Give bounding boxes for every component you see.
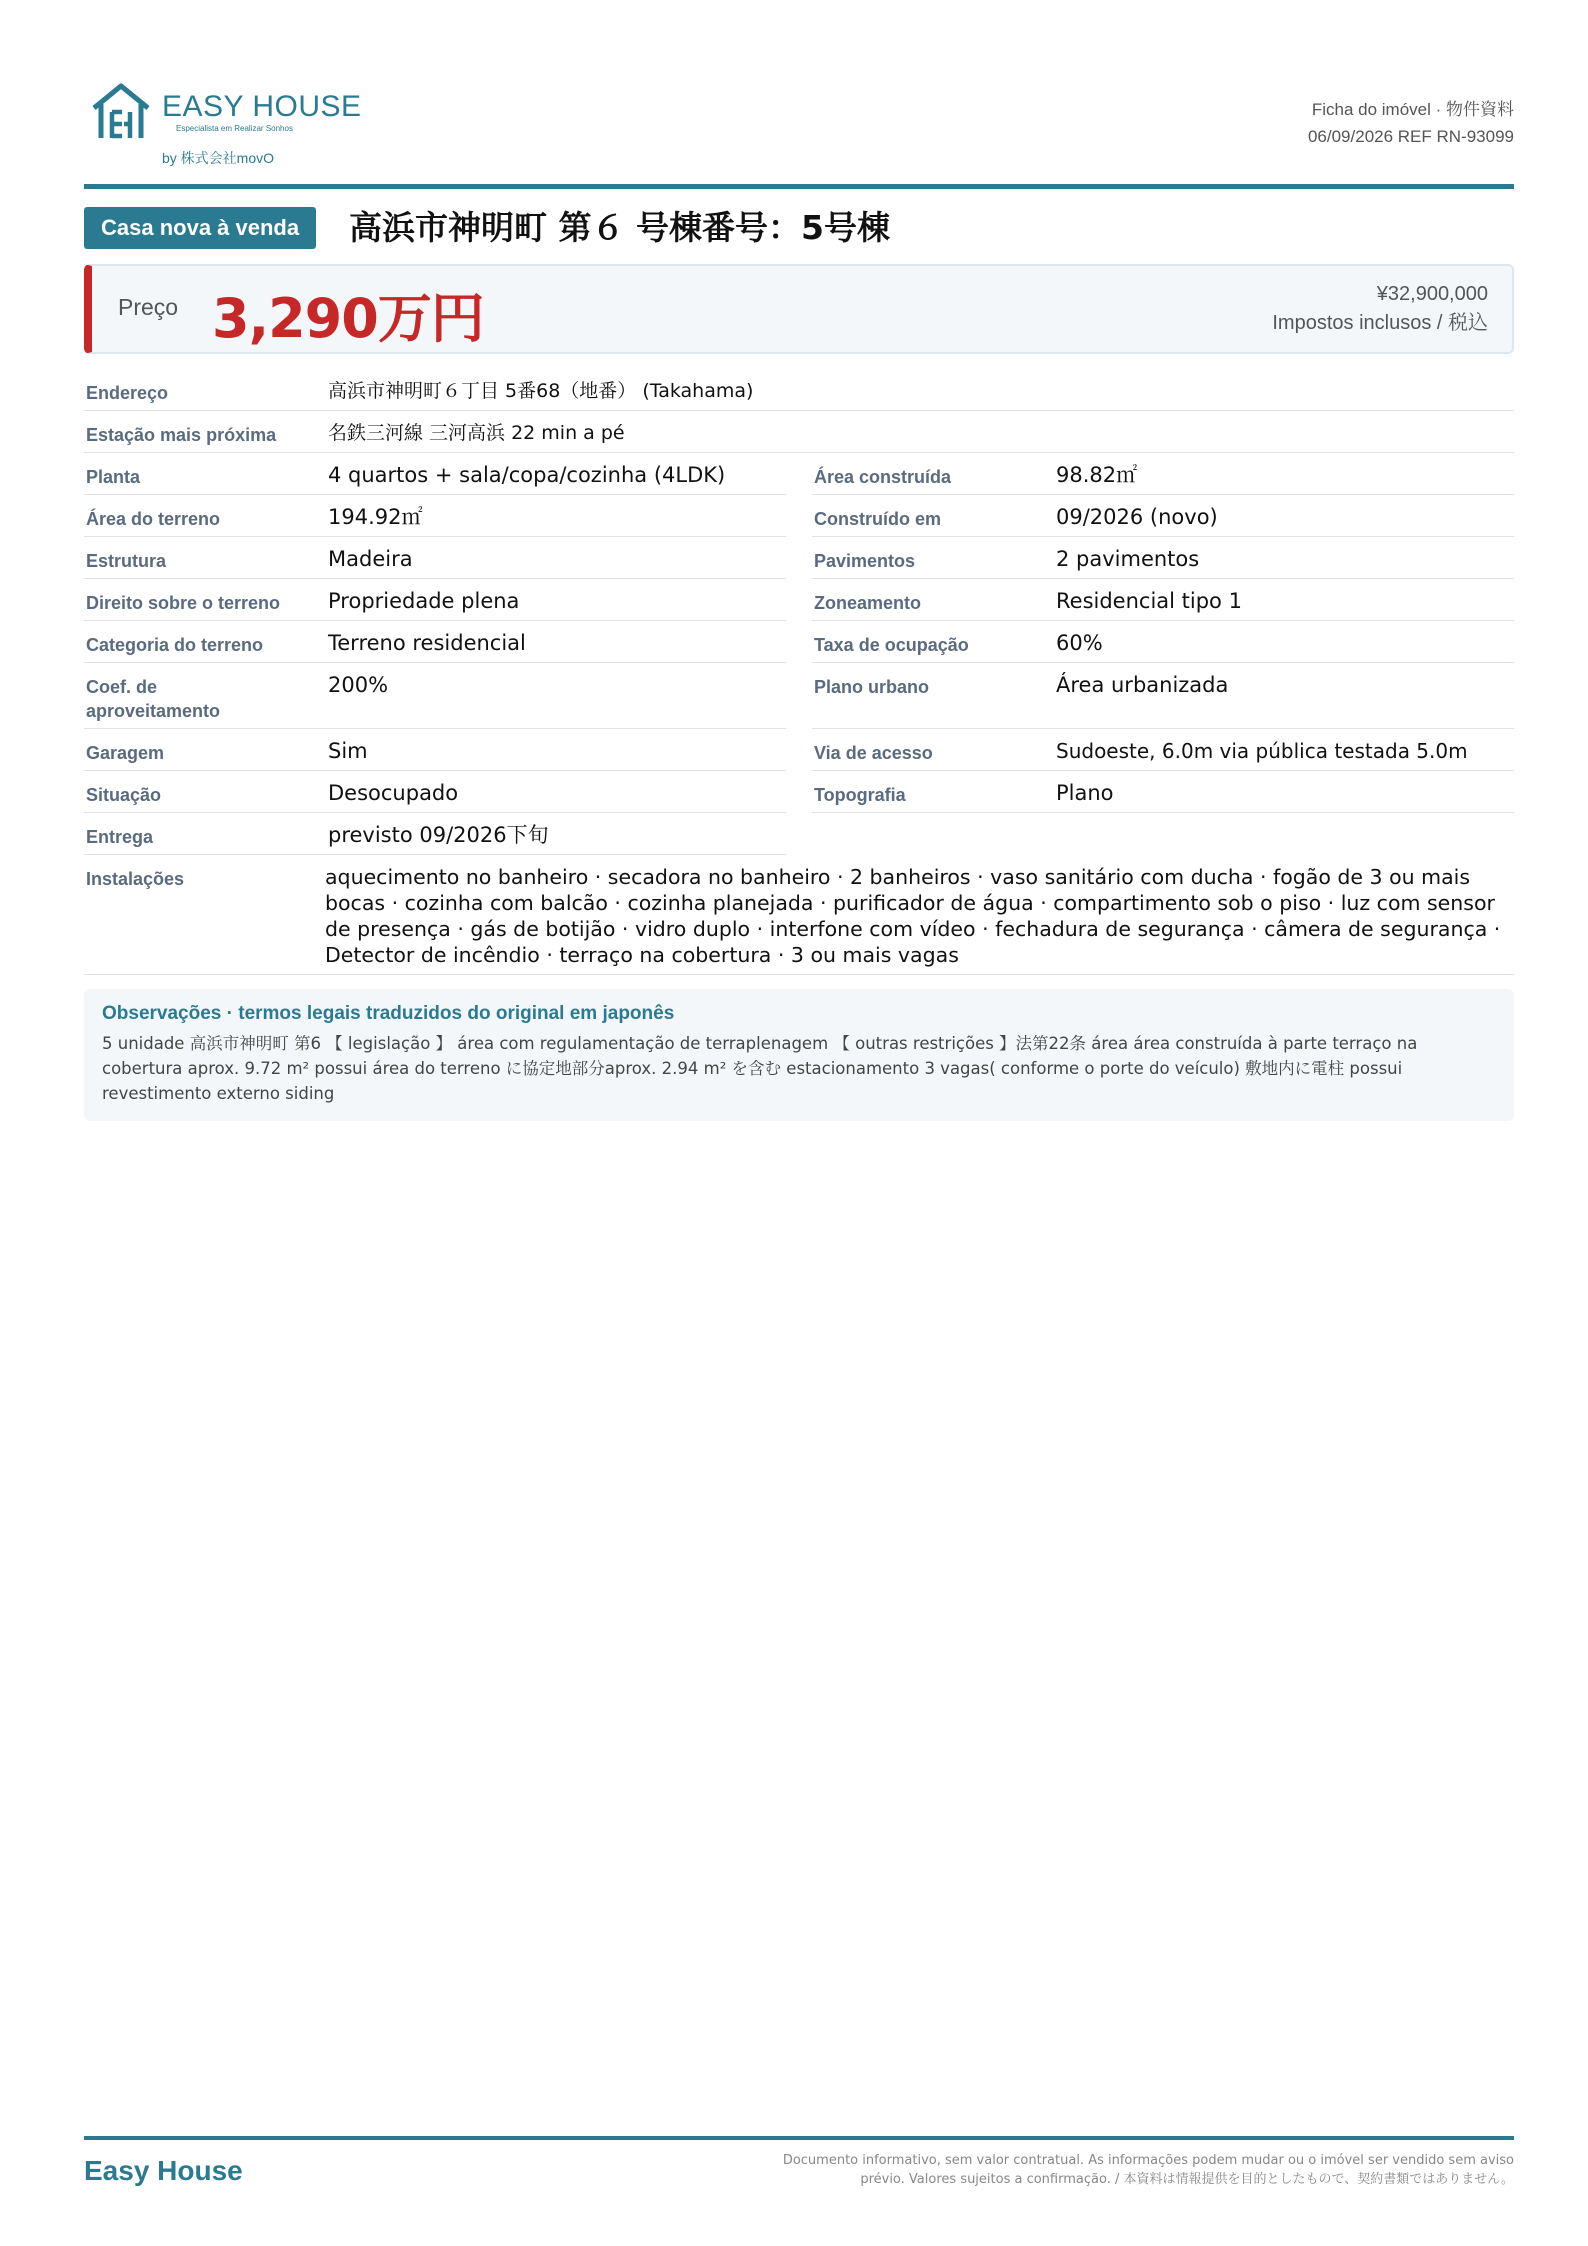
spec-coverage: [812, 621, 1514, 663]
price-yen: ¥32,900,000: [1376, 283, 1488, 305]
spec-built-in: [812, 495, 1514, 537]
spec-value: Sim: [328, 739, 368, 763]
spec-floors: [812, 537, 1514, 579]
spec-table: [84, 369, 1514, 975]
footer-disclaimer: [783, 2151, 1514, 2189]
spec-layout: [84, 453, 786, 495]
spec-label: Instalações: [86, 869, 185, 889]
spec-label: Topografia: [814, 785, 906, 805]
spec-row: [84, 537, 1514, 579]
spec-row-address: [84, 369, 1514, 411]
spec-label: Taxa de ocupação: [814, 635, 969, 655]
brand-name: EASY HOUSE: [162, 90, 362, 123]
spec-value: 2 pavimentos: [1056, 547, 1200, 571]
footer-disclaimer-line: prévio. Valores sujeitos a confirmação. / 本資料は情報提供を目的としたもので、契約書類ではありません。: [860, 2172, 1514, 2187]
spec-label: Situação: [86, 785, 162, 805]
spec-label: Plano urbano: [814, 677, 930, 697]
listing-title: 高浜市神明町 第６ 号棟番号：5号棟: [349, 208, 890, 247]
spec-structure: [84, 537, 786, 579]
spec-label-line: aproveitamento: [86, 701, 221, 721]
spec-label: Entrega: [86, 827, 154, 847]
spec-value: Residencial tipo 1: [1056, 589, 1242, 613]
spec-value: Terreno residencial: [328, 631, 526, 655]
footer-disclaimer-line: Documento informativo, sem valor contratual. As informações podem mudar ou o imóvel ser vendido sem aviso: [782, 2153, 1514, 2168]
spec-land-category: [84, 621, 786, 663]
spec-value: 4 quartos + sala/copa/cozinha (4LDK): [328, 463, 726, 487]
spec-status: [84, 771, 786, 813]
notes-box: [84, 989, 1514, 1121]
spec-label: Direito sobre o terreno: [86, 593, 281, 613]
spec-row: [84, 813, 1514, 855]
document-type: Ficha do imóvel · 物件資料: [1311, 100, 1514, 119]
spec-label: Estrutura: [86, 551, 167, 571]
document-meta: [1308, 96, 1514, 150]
brand-company: by 株式会社movO: [162, 150, 275, 166]
spec-urban-plan: [812, 663, 1514, 729]
spec-value: Sudoeste, 6.0m via pública testada 5.0m: [1056, 739, 1468, 763]
spec-zoning: [812, 579, 1514, 621]
price-value: 3,290万円: [212, 287, 484, 350]
spec-floor-area-ratio: [84, 663, 786, 729]
spec-label: Construído em: [814, 509, 942, 529]
spec-label-line: Coef. de: [86, 677, 158, 697]
spec-value: 200%: [328, 673, 389, 697]
notes-text: 5 unidade 高浜市神明町 第6 【 legislação 】 área com regulamentação de terraplenagem 【 outras restrições 】法第22条 área área construída à parte terraço na cobertura aprox. 9.72 m² possui área do terreno に協定地部分aprox. 2.94 m² を含む estacionamento 3 vagas( conforme o porte do veículo) 敷地内に電柱 possui revestimento externo siding: [102, 1034, 1418, 1103]
spec-row: [84, 453, 1514, 495]
document-header: [84, 80, 1514, 180]
spec-value: Propriedade plena: [328, 589, 520, 613]
notes-title: Observações · termos legais traduzidos do original em japonês: [102, 1003, 675, 1024]
spec-row-facilities: [84, 855, 1514, 975]
facilities-list: aquecimento no banheiro · secadora no banheiro · 2 banheiros · vaso sanitário com ducha · fogão de 3 ou mais bocas · cozinha com balcão · cozinha planejada · purificador de água · compartimento sob o piso · luz com sensor de presença · gás de botijão · vidro duplo · interfone com vídeo · fechadura de segurança · câmera de segurança · Detector de incêndio · terraço na cobertura · 3 ou mais vagas: [325, 865, 1501, 967]
price-details: [1272, 280, 1488, 338]
house-logo-icon: [90, 82, 152, 142]
spec-value: Área urbanizada: [1056, 673, 1229, 697]
spec-row-station: [84, 411, 1514, 453]
brand-logo: [90, 80, 362, 170]
spec-row: [84, 771, 1514, 813]
spec-row: [84, 579, 1514, 621]
spec-value: 高浜市神明町６丁目 5番68（地番） (Takahama): [328, 380, 754, 402]
spec-label: Zoneamento: [814, 593, 922, 613]
listing-title-row: [84, 207, 1514, 251]
spec-row: [84, 621, 1514, 663]
spec-label: Estação mais próxima: [86, 425, 277, 445]
spec-label: Área construída: [814, 467, 952, 487]
spec-value: 98.82㎡: [1056, 463, 1138, 487]
spec-land-right: [84, 579, 786, 621]
spec-delivery: [84, 813, 786, 855]
price-box: [84, 264, 1514, 354]
spec-value: previsto 09/2026下旬: [328, 823, 549, 847]
spec-label: Endereço: [86, 383, 169, 403]
spec-value: 09/2026 (novo): [1056, 505, 1218, 529]
spec-row: [84, 663, 1514, 729]
brand-tagline: Especialista em Realizar Sonhos: [176, 124, 293, 133]
spec-value: Plano: [1056, 781, 1114, 805]
price-tax-note: Impostos inclusos / 税込: [1272, 312, 1488, 334]
spec-value: Desocupado: [328, 781, 459, 805]
spec-value: 60%: [1056, 631, 1103, 655]
spec-label: Categoria do terreno: [86, 635, 264, 655]
listing-type-badge: Casa nova à venda: [84, 207, 316, 249]
header-divider: [84, 184, 1514, 189]
spec-row: [84, 495, 1514, 537]
price-label: Preço: [118, 294, 179, 320]
spec-label: [86, 675, 311, 723]
spec-built-area: [812, 453, 1514, 495]
spec-label: Área do terreno: [86, 509, 221, 529]
footer-divider: [84, 2136, 1514, 2140]
spec-label: Garagem: [86, 743, 165, 763]
spec-value: 名鉄三河線 三河高浜 22 min a pé: [328, 422, 625, 444]
spec-value: 194.92㎡: [328, 505, 423, 529]
spec-land-area: [84, 495, 786, 537]
spec-label: Via de acesso: [814, 743, 933, 763]
spec-value: Madeira: [328, 547, 413, 571]
footer-brand: Easy House: [84, 2155, 243, 2186]
spec-label: Planta: [86, 467, 141, 487]
spec-label: Pavimentos: [814, 551, 916, 571]
spec-garage: [84, 729, 786, 771]
document-date-ref: 06/09/2026 REF RN-93099: [1307, 127, 1514, 146]
spec-topography: [812, 771, 1514, 813]
spec-access: [812, 729, 1514, 771]
spec-row: [84, 729, 1514, 771]
